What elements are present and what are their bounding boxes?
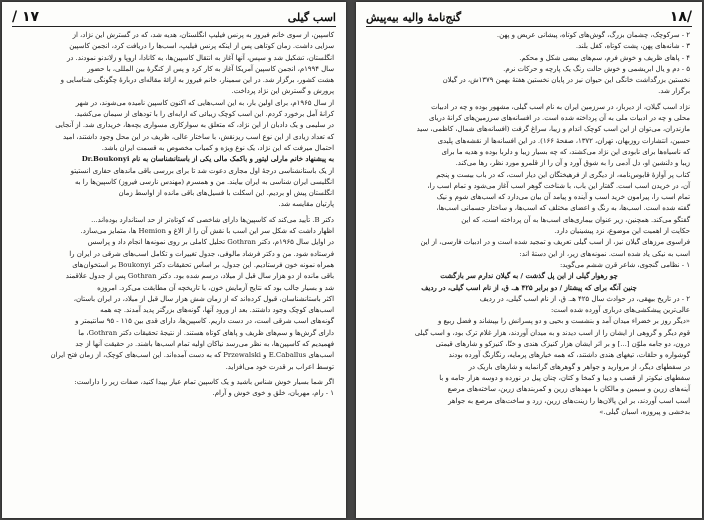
text-line: کاسپین، از سوی خانم فیروز به پرنس فیلیپ انگلستان، هدیه شد، که در گسترش این نژاد، از [72, 31, 334, 39]
text-line: دکتر B. تأیید می‌کند که کاسپین‌ها دارای شاخصی که کوتاه‌تر از حد استاندارد بوده‌اند... [91, 215, 334, 224]
text-line: ۲ - در تاریخ بیهقی، در حوادث سال ۴۲۵ هـ. ق، از نام اسب گیلی، در ردیف [479, 294, 690, 303]
text-line: باقی مانده از دو هزار سال قبل از میلاد، درسم شده بود. دکتر Gothran پس از جدول علاقمند [65, 272, 334, 281]
text-line: پرورش و گسترش این نژاد پرداخت. [231, 87, 334, 96]
text-line: درون، دو جامه ملوّن [...] و بر اثر ایشان هزار کنیزک هندی و ختّا، کنیزکو و شارهای قیمتی [435, 340, 690, 349]
text-line: در سفطهای دیگر، از مروارید و جواهر و گوهرهای گرانمایه و شارهای باریک در [468, 362, 690, 371]
text-line: فهمیدیم که کاسپین‌ها، به نظر می‌رسد نیاکان اولیه تمام اسب‌ها باشند. در حقیقت آنها از جد [75, 340, 334, 349]
page-body-text [368, 30, 690, 514]
text-line: همراه نمونه خون فرستادیم. این جدول، بر اساس تحقیقات دکتر Boukonyi بر استخوان‌های [72, 260, 334, 269]
text-line: نخستین بزرگداشت خانگی این حیوان نیز در پایان نخستین هفتهٔ بهمن ۱۳۷۹ش، در گیلان [442, 76, 690, 85]
text-line: در سلیمی و یک دادبان از این نژاد، که متعلق به سوارکاری مسواری بچه‌ها، خریداری شد. از آنجایی [55, 121, 334, 130]
text-line: انگلستان، تشکیل شد و سپس، آنها آغاز به انتقال کاسپین‌ها، به کانادا، اروپا و زلاندنو نمودند. در [66, 53, 334, 62]
text-line: گفتگو می‌کند. همچنین، زیر عنوان بیماری‌های اسب‌ها به آن پرداخته است، که این [461, 215, 690, 224]
text-line: فراسوی مرزهای گیلان نیز، از اسب گیلی تعریف و تمجید شده است و در ادبیات فارسی، از این [420, 238, 690, 247]
text-line: قوم دیگر و گروهی از ایشان را از اسب دیدند و به میدان آوردند، هزار غلام ترک بود، و اسب گیلی [414, 328, 690, 337]
text-line: «دیگر روز بر خضراء میدان آمد و بنشست و بحیی و دو پسرانش را بپیشاند و فضل ربیع و [437, 317, 690, 326]
text-line: سزایی داشت. زمان کوتاهی پس از اینکه پرنس فیلیپ، اسب‌ها را دریافت کرد، انجمن کاسپین [69, 42, 334, 51]
text-line: انگلیسی ایران شناسی به ایران بیایند. من و همسرم (مهندس نارسی فیروز) کاسپین‌ها را به [74, 177, 334, 186]
text-line: اسب‌های کوچک وجود داشتند. بعد از ورود آنها، گونه‌های بزرگتر پدید آمدند. چه همه [100, 306, 334, 315]
text-line: شد و بسیار جالب بود که نتایج آزمایش خون، با تاریخچه آن مطابقت می‌کرد. امروزه [97, 283, 334, 292]
page-header [366, 8, 692, 27]
page-header [12, 8, 336, 27]
text-line: آینه‌های زرین و سیمین و مالکان با مهدهای زرین و کمربندهای زرین، ساخته‌های مرصع [447, 385, 690, 394]
text-line: به پیشنهاد خانم مارلی لیتور و باکمک مالی یکی از باستانشناسان به نام Dr.Boukonyi [81, 155, 334, 164]
text-line: چو رهوار گیلی از این پل گذشت / به گیلان ندارم سر بازگشت [440, 272, 618, 281]
text-line: زیبا و دلنشین او، دل آدمی را به شوق آورد و آن را از قلمرو مورد نظر، رها می‌کند. [455, 159, 690, 168]
text-line: اکثر باستانشناسان، قبول کرده‌اند که از زمان شش هزار سال قبل از میلاد، در ایران باستان، [73, 294, 334, 303]
text-line: حسین، انتشارات روزبهان، تهران، ۱۳۷۲، صفحهٔ ۱۶۶). در این افسانه‌ها از نقشه‌های پلیدی [437, 136, 690, 145]
text-line: در اوایل سال ۱۹۶۵م، دکتر Gothran تحلیل کاملی بر روی نمونه‌ها انجام داد و پراسس [87, 238, 334, 247]
text-line: آن، در خریدن اسب است. گفتار این باب، با شناخت گوهر اسب آغاز می‌شود و تمام اسب را، [427, 181, 690, 190]
text-line: گفته شده است. اسب‌ها، به رنگ و اعضای مختلف که اسب‌ها، و ساختار جسمانی اسب‌ها، [436, 204, 690, 213]
text-line: پارتیان مقایسه شد. [278, 200, 334, 209]
text-line: اسب اسب آوردند، بر این پالان‌ها را زینت‌های زرین، زرد و ساخت‌های مرصع به جواهر [448, 396, 690, 405]
page-body-text [14, 30, 334, 514]
text-line: ۱ - رام، مهربان، خلق و خوی خوش و آرام. [212, 389, 334, 398]
text-line: کرانهٔ آمل برخورد کردم. این اسب کوچک زیبائی که ارابه‌ای را با تودهای از سیمان می‌کشید. [74, 110, 334, 119]
text-line: انگلستان پیش او بردیم. این اسکلت با فسیل‌های باقی مانده از اواسط زمان [118, 189, 334, 198]
text-line: سال ۱۹۹۴م، انجمن کاسپین آمریکا آغاز به کار کرد و پس از کنگرهٔ بین المللی، با حضور [87, 64, 334, 73]
text-line: اظهار داشت که شکل سر این اسب با نقش آن را از الاغ و Hemion ها، متمایز می‌سازد. [80, 227, 334, 236]
text-line: دارای گرش‌ها و سم‌های ظریف و پاهای کوتاه هستند. از نتیجهٔ تحقیقات دکتر Gothran، ما [78, 328, 334, 337]
text-line: حکایت از اهمیت این موضوع، نزد پیشینیان دارد. [554, 227, 690, 236]
page-number: ۱۷ / [12, 9, 40, 25]
text-line: مازندران، می‌توان از این اسب کوچک اندام و زیبا، سراغ گرفت (افسانه‌های شمال، کاظمی، سید [416, 125, 690, 134]
text-line: ۱ - نظامی گنجوی، شاعر قرن ششم می‌گوید: [559, 260, 690, 269]
text-line: ۵ - دم و یال ابریشمی و خوش حالت رنگ یک پارچه و حرکات نرم. [503, 64, 690, 73]
text-line: بدخشی و پیروزه، اسبان گیلی.» [599, 407, 690, 416]
book-page-left [2, 2, 346, 518]
text-line: ۴ - پاهای ظریف و خوش فرم، سم‌های بیضی شکل و محکم. [519, 53, 690, 62]
text-line: محلی و چه در ادبیات ملی به آن پرداخته شده است. در افسانه‌های سرزمین‌های کرانهٔ دریای [429, 114, 690, 123]
text-line: که ناسیاه‌ها برای نابودی این نژاد می‌کشند، که چه بسیار زیبا و دلربا بوده و هدیه ما برای [441, 147, 690, 156]
text-line: تمام اسب را، پیرامون خرید اسب و آینده و پیامد آن بیان می‌دارد که اسب‌های شوم و نیک [436, 193, 690, 202]
text-line: برگزار شد. [658, 87, 690, 96]
book-page-right [356, 2, 702, 518]
text-line: احتمال میرفت که این نژاد، یک نوع ویژه و کمیاب مخصوص به قسمت ایران باشد. [101, 143, 334, 152]
text-line: توسط اعراب بر قدرت خود می‌افزاید. [225, 362, 334, 371]
text-line: چنین آنگه برای که پیشتاز / دو برابر ۴۲۵ هـ. ق، از نام اسب گیلی، در ردیف [421, 283, 637, 292]
text-line: نژاد اسب گیلان، از دیرباز، در سرزمین ایران به نام اسب گیلی، مشهور بوده و چه در ادبیات [431, 102, 690, 111]
text-line: از یک باستانشناسی درجهٔ اول مجاری دعوت شد تا برای بررسی باقی ماندهای حفاری انستیتو [70, 166, 334, 175]
text-line: اسب‌های E.Caballus و Przewalski که به دست آمده‌اند. این اسب‌های کوچک، از زمان فتح ایران [50, 351, 334, 360]
text-line: سفطهای نیکوتر از قصب و دیبا و کمخا و کتان، چنان پیل در نورده و دوسه هزار جامه و با [439, 373, 690, 382]
text-line: از سال ۱۹۶۵م، برای اولین بار، به این اسب‌هایی که اکنون کاسپین نامیده می‌شوند، در شهر [75, 98, 334, 107]
text-line: عالی‌ترین پیشکشی‌های درباری آورده شده است: [550, 306, 690, 315]
text-line: اگر شما بسیار خوش شناس باشید و یک کاسپین تمام عیار بپیدا کنید، صفات زیر را داراست: [74, 377, 334, 386]
text-line: کتاب پر آوازهٔ قابوس‌نامه، از دیگری از فرهیختگان این دیار است، که در باب بیست و پنجم [436, 170, 690, 179]
text-line: ۳ - شانه‌های پهن، پشت کوتاه، کفل بلند. [575, 42, 690, 51]
text-line: هشت کشور، برگزار شد. در این سمینار، خانم فیروز به ارائهٔ مقاله‌ای دربارهٔ چگونگی شناسایی و [60, 76, 334, 85]
text-line: ۲ - سرکوچک، چشمان بزرگ، گوش‌های کوتاه، پیشانی عریض و پهن. [496, 31, 690, 39]
page-number: /۱۸ [669, 9, 692, 25]
text-line: فرستاده شود. من و دکتر فرشاد مالوفی، جدول تغییرات و تکامل اسب‌های شرقی در ایران را [69, 249, 334, 258]
header-title: گنج‌نامهٔ والیه بیه‌پیش [366, 10, 462, 24]
text-line: که تعداد زیادی از این نوع اسب ریزنقش، با ساختار عالی، ظریف در این محل وجود داشتند، امید [62, 132, 334, 141]
text-line: اسب به نیکی یاد شده است. نمونه‌های زیر، از این دستهٔ اند: [519, 249, 690, 258]
header-title: اسب گیلی [287, 10, 336, 24]
text-line: گوشواره و حلقات، تیغهای هندی داشتند، که همه خیارهای پرمایه، رنگارنگ آورده بودند [448, 351, 690, 360]
text-line: گونه‌های اسب شرقی است، در دست داریم. کاسپین‌ها، دارای قدی بین ۱۱۵ - ۹۵ سانتیمتر و [75, 317, 334, 326]
